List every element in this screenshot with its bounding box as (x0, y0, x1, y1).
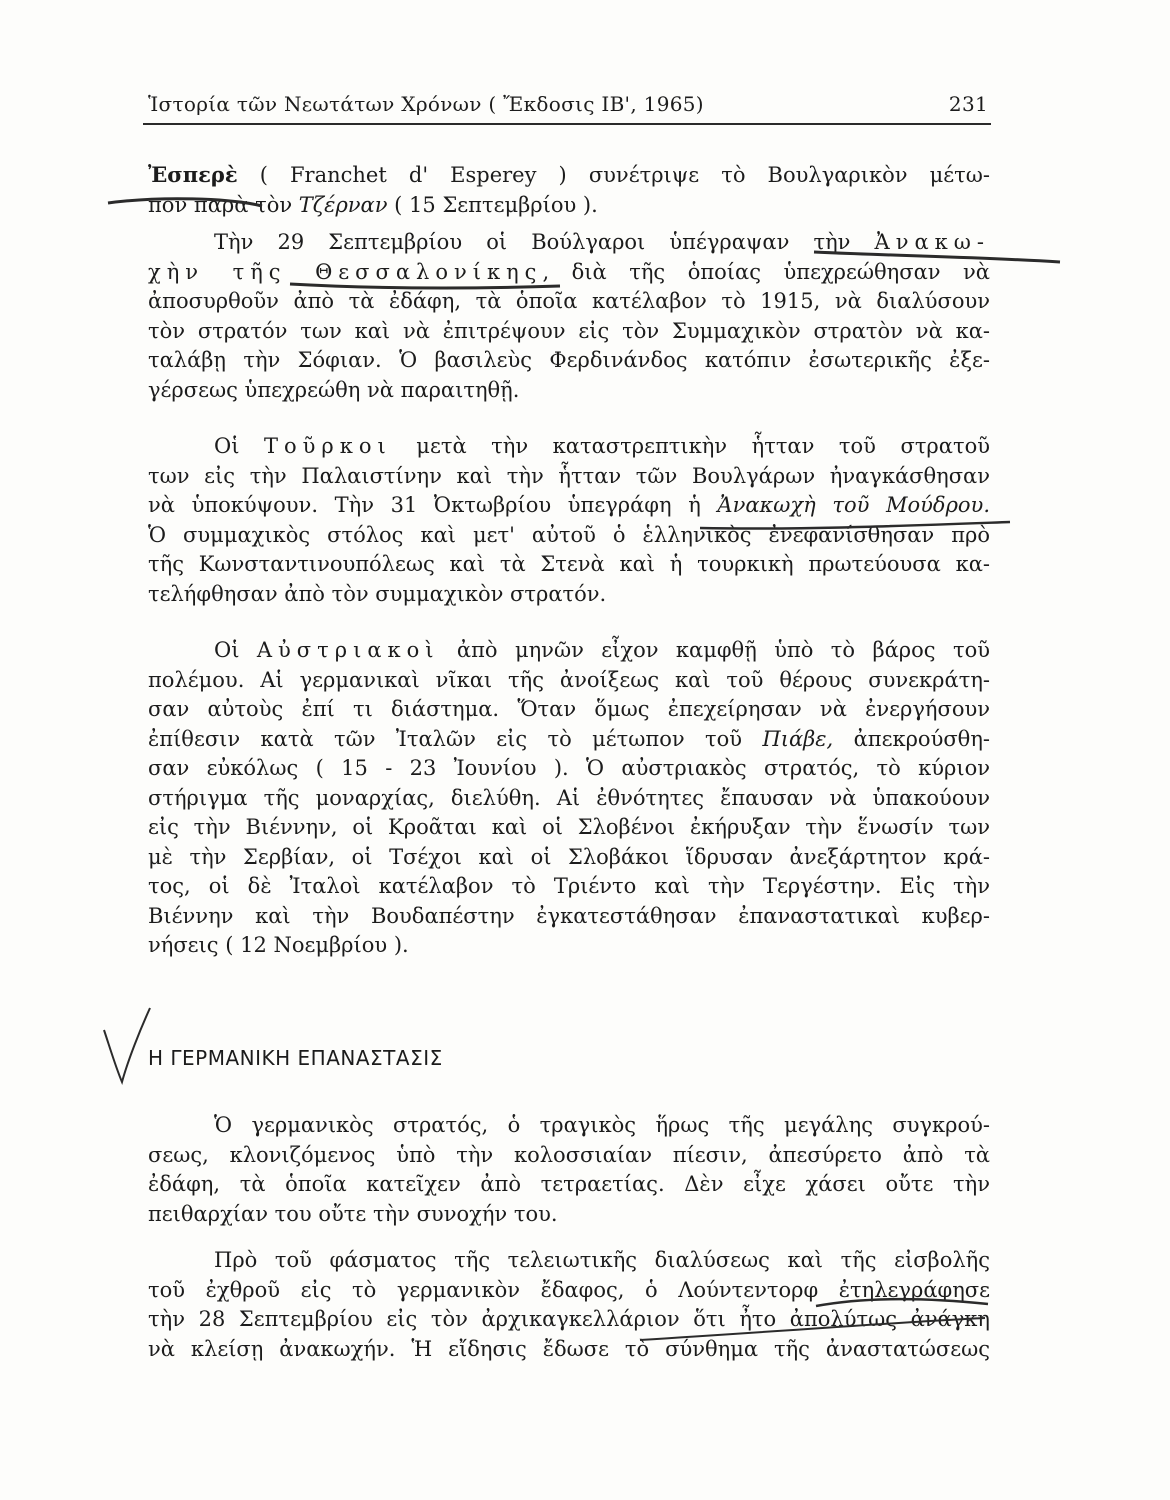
text-line: σαν αὐτοὺς ἐπί τι διάστημα. Ὅταν ὅμως ἐπεχείρησαν νὰ ἐνεργήσουν (148, 697, 990, 721)
text-line: πολέμου. Αἱ γερμανικαὶ νῖκαι τῆς ἀνοίξεως καὶ τοῦ θέρους συνεκράτη- (148, 667, 990, 692)
text-line: τὸν στρατόν των καὶ νὰ ἐπιτρέψουν εἰς τὸν Συμμαχικὸν στρατὸν νὰ κα- (148, 318, 990, 343)
text-line: νὰ κλείσῃ ἀνακωχήν. Ἡ εἴδησις ἔδωσε τὸ σύνθημα τῆς ἀναστατώσεως (148, 1336, 990, 1361)
checkmark-icon (104, 1008, 150, 1082)
text-line: τος, οἱ δὲ Ἰταλοὶ κατέλαβον τὸ Τριέντο καὶ τὴν Τεργέστην. Εἰς τὴν (148, 874, 990, 898)
italic-term: Ἀνακωχὴ τοῦ Μούδρου. (717, 493, 990, 517)
header-rule (143, 123, 991, 125)
text-run: Οἱ (214, 638, 257, 662)
text-run: , διὰ τῆς ὁποίας ὑπεχρεώθησαν νὰ (542, 259, 990, 284)
spaced-term: Τοῦρκοι (264, 434, 392, 458)
page-header (148, 92, 988, 116)
text-line: ταλάβῃ τὴν Σόφιαν. Ὁ βασιλεὺς Φερδινάνδος κατόπιν ἐσωτερικῆς ἐξε- (148, 348, 990, 372)
text-line (148, 491, 990, 521)
paragraph-austrians (148, 636, 990, 961)
text-run: ἀπεκρούσθη- (833, 726, 990, 751)
paragraph-bulgaria (148, 228, 990, 405)
spaced-term: Αὐστριακοὶ (256, 638, 440, 662)
text-line (148, 160, 990, 191)
text-line: πειθαρχίαν του οὔτε τὴν συνοχήν του. (148, 1201, 558, 1226)
text-line (148, 725, 990, 755)
text-run: ἀπὸ μηνῶν εἶχον καμφθῇ ὑπὸ τὸ βάρος τοῦ (439, 638, 990, 662)
paragraph-turks (148, 432, 990, 609)
text-line: ἀποσυρθοῦν ἀπὸ τὰ ἐδάφη, τὰ ὁποῖα κατέλαβον τὸ 1915, νὰ διαλύσουν (148, 289, 990, 313)
text-line: σαν εὐκόλως ( 15 - 23 Ἰουνίου ). Ὁ αὐστριακὸς στρατός, τὸ κύριον (148, 756, 990, 780)
text-run: νὰ ὑποκύψουν. Τὴν 31 Ὀκτωβρίου ὑπεγράφη ἡ (148, 493, 718, 517)
text-line: τὴν 28 Σεπτεμβρίου εἰς τὸν ἀρχικαγκελλάριον ὅτι ἦτο ἀπολύτως ἀνάγκη (148, 1307, 990, 1331)
text-line: Πρὸ τοῦ φάσματος τῆς τελειωτικῆς διαλύσεως καὶ τῆς εἰσβολῆς (214, 1248, 990, 1272)
text-line: νήσεις ( 12 Νοεμβρίου ). (148, 933, 409, 957)
text-line: τῆς Κωνσταντινουπόλεως καὶ τὰ Στενὰ καὶ ἡ τουρκικὴ πρωτεύουσα κα- (148, 552, 990, 576)
text-run: μετὰ τὴν καταστρεπτικὴν ἧτταν τοῦ στρατοῦ (391, 434, 990, 458)
spaced-term: Ἀνακω- (874, 230, 990, 254)
text-line (148, 228, 990, 258)
text-line: ἐδάφη, τὰ ὁποῖα κατεῖχεν ἀπὸ τετραετίας. Δὲν εἶχε χάσει οὔτε τὴν (148, 1172, 990, 1196)
text-line: Ὁ συμμαχικὸς στόλος καὶ μετ' αὐτοῦ ὁ ἑλληνικὸς ἐνεφανίσθησαν πρὸ (148, 522, 990, 547)
text-line: σεως, κλονιζόμενος ὑπὸ τὴν κολοσσιαίαν πίεσιν, ἀπεσύρετο ἀπὸ τὰ (148, 1142, 990, 1167)
spaced-term: χὴν τῆς Θεσσαλονίκης (148, 259, 543, 284)
text-run: ( 15 Σεπτεμβρίου ). (387, 192, 598, 217)
paragraph-esperey (148, 160, 990, 220)
text-line (148, 636, 990, 666)
text-line (148, 432, 990, 462)
text-line: Ὁ γερμανικὸς στρατός, ὁ τραγικὸς ἥρως τῆς μεγάλης συγκρού- (214, 1113, 990, 1137)
text-run: πον παρὰ τὸν (148, 192, 299, 217)
text-line: γέρσεως ὑπεχρεώθη νὰ παραιτηθῇ. (148, 377, 520, 402)
page-number: 231 (948, 92, 988, 116)
text-line: τοῦ ἐχθροῦ εἰς τὸ γερμανικὸν ἔδαφος, ὁ Λούντεντορφ ἐτηλεγράφησε (148, 1277, 990, 1302)
italic-term: Τζέρναν (298, 192, 388, 217)
text-run: ( Franchet d' Esperey ) συνέτριψε τὸ Βουλγαρικὸν μέτω- (237, 163, 990, 187)
italic-term: Πιάβε, (762, 726, 834, 751)
text-line: Βιέννην καὶ τὴν Βουδαπέστην ἐγκατεστάθησαν ἐπαναστατικαὶ κυβερ- (148, 903, 990, 928)
section-heading: Η ΓΕΡΜΑΝΙΚΗ ΕΠΑΝΑΣΤΑΣΙΣ (148, 1046, 443, 1070)
text-run: Οἱ (214, 434, 264, 458)
text-run: ἐπίθεσιν κατὰ τῶν Ἰταλῶν εἰς τὸ μέτωπον τοῦ (148, 726, 763, 751)
text-line: μὲ τὴν Σερβίαν, οἱ Τσέχοι καὶ οἱ Σλοβάκοι ἵδρυσαν ἀνεξάρτητον κρά- (148, 844, 990, 869)
text-line: εἰς τὴν Βιέννην, οἱ Κροᾶται καὶ οἱ Σλοβένοι ἐκήρυξαν τὴν ἕνωσίν των (148, 815, 990, 839)
running-title: Ἱστορία τῶν Νεωτάτων Χρόνων ( Ἔκδοσις ΙΒ', 1965) (148, 92, 704, 116)
text-line: τελήφθησαν ἀπὸ τὸν συμμαχικὸν στρατόν. (148, 581, 607, 606)
text-line: των εἰς τὴν Παλαιστίνην καὶ τὴν ἧτταν τῶν Βουλγάρων ἠναγκάσθησαν (148, 463, 990, 488)
text-line (148, 191, 990, 221)
paragraph-ludendorff (148, 1246, 990, 1364)
bold-term: Ἐσπερὲ (148, 162, 238, 187)
paragraph-german-army (148, 1111, 990, 1229)
text-line (148, 258, 990, 288)
text-line: στήριγμα τῆς μοναρχίας, διελύθη. Αἱ ἐθνότητες ἔπαυσαν νὰ ὑπακούουν (148, 785, 990, 810)
text-run: Τὴν 29 Σεπτεμβρίου οἱ Βούλγαροι ὑπέγραψαν τὴν (214, 230, 875, 254)
